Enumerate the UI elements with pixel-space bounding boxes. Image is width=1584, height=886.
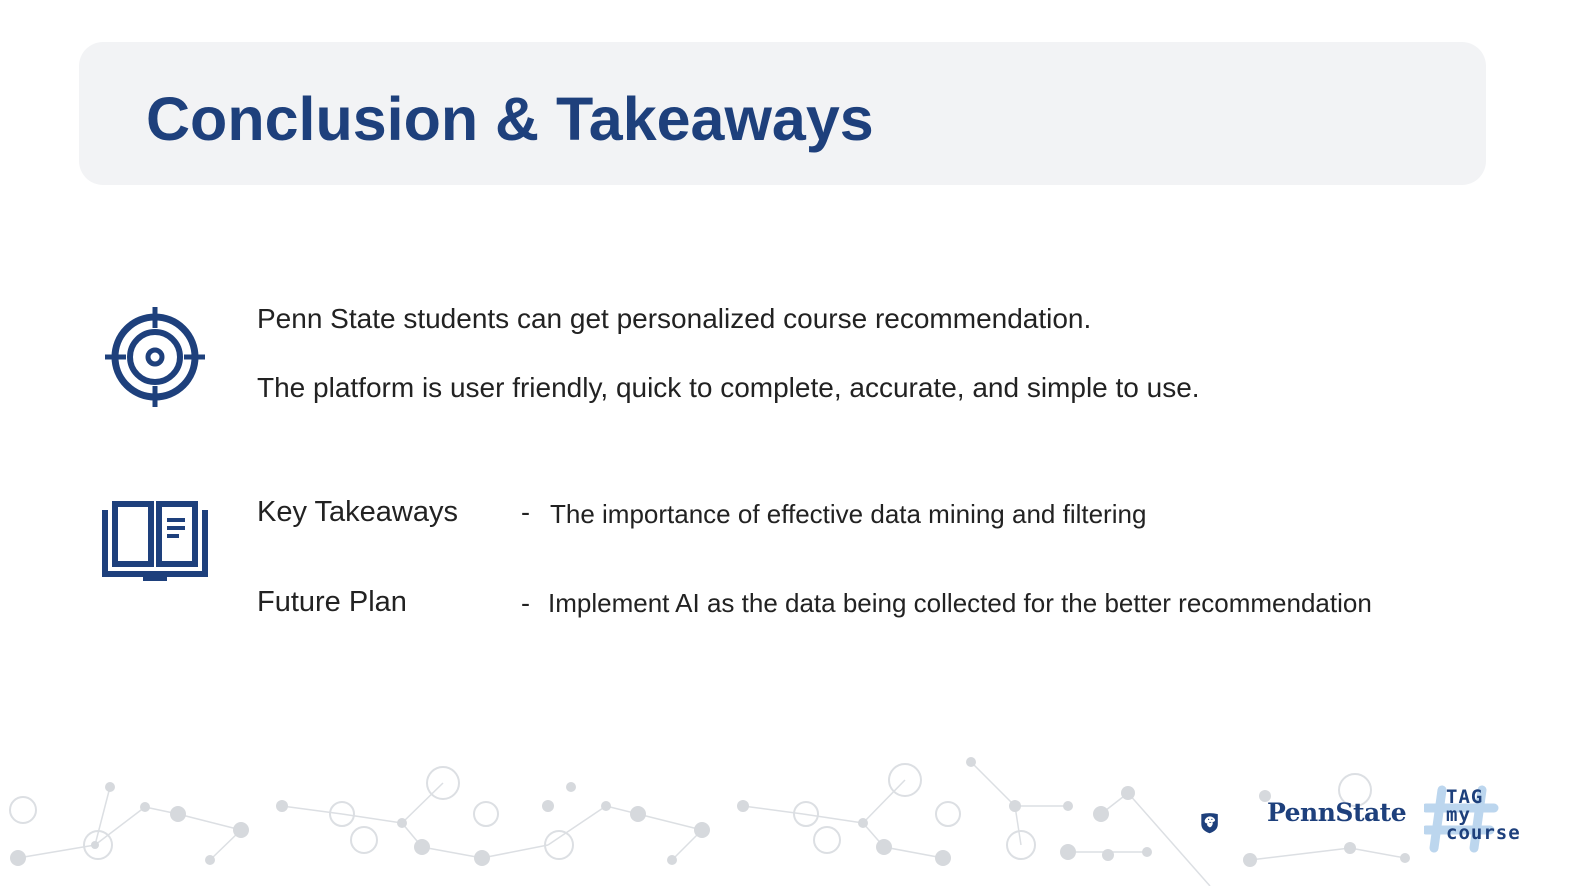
summary-line-2: The platform is user friendly, quick to complete, accurate, and simple to use. [257,372,1200,403]
title-banner [79,42,1486,185]
key-takeaways-label: Key Takeaways [257,496,458,528]
future-plan-dash: - [521,588,530,618]
pennstate-wordmark: PennState [1267,798,1407,827]
nittany-lion-shield-icon [1200,790,1266,856]
future-plan-label: Future Plan [257,586,407,618]
tagmycourse-word-3: course [1446,822,1521,844]
tagmycourse-word-2: my [1446,804,1471,826]
open-book-icon [101,500,209,584]
key-takeaways-dash: - [521,497,530,527]
key-takeaways-detail: The importance of effective data mining and filtering [550,499,1147,529]
slide-title: Conclusion & Takeaways [146,85,874,153]
future-plan-detail: Implement AI as the data being collected for the better recommendation [548,588,1372,618]
tagmycourse-word-1: TAG [1446,786,1484,808]
summary-line-1: Penn State students can get personalized course recommendation. [257,303,1092,334]
target-icon [104,306,206,408]
